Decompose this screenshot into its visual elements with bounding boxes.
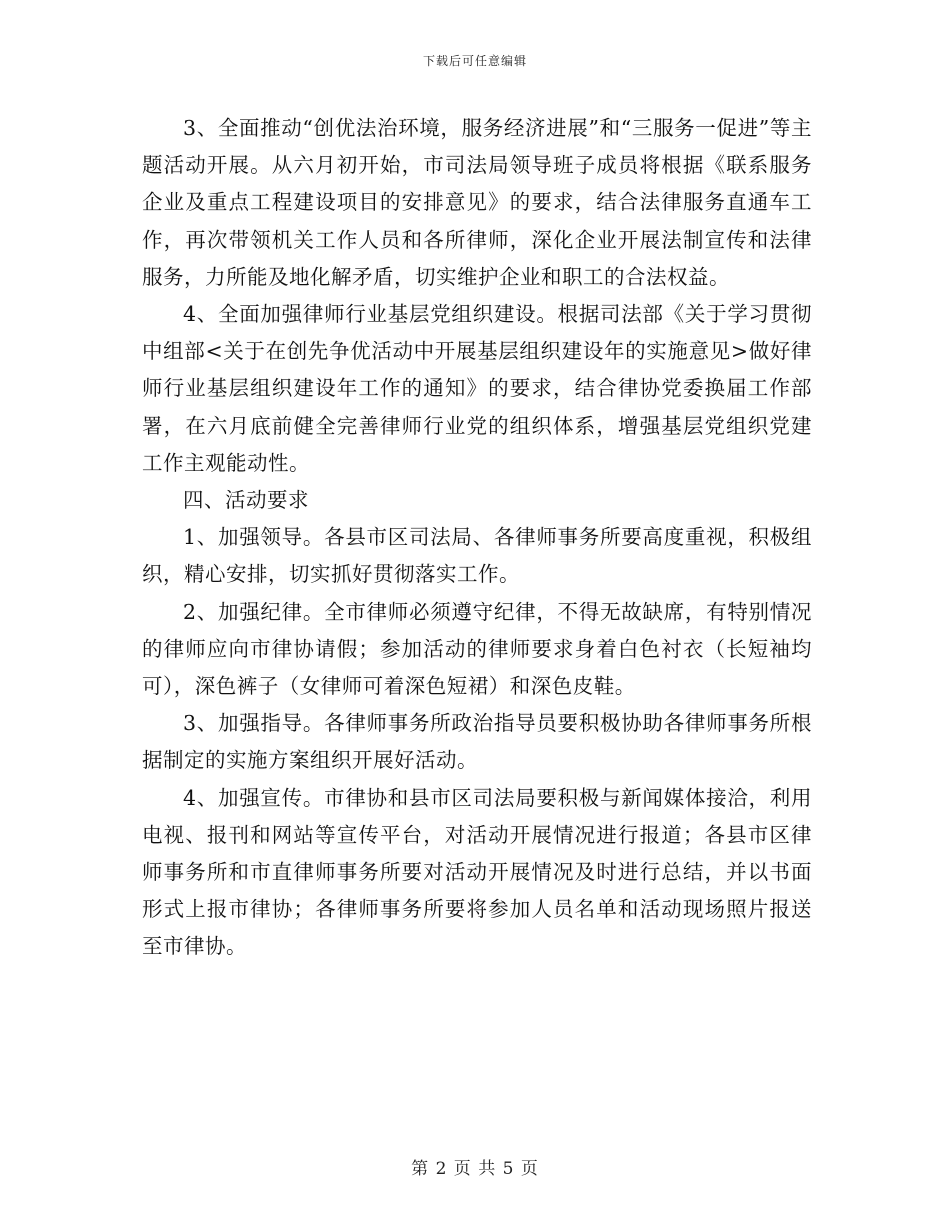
requirement-publicity: 4、加强宣传。市律协和县市区司法局要积极与新闻媒体接洽，利用电视、报刊和网站等宣传平台，对活动开展情况进行报道；各县市区律师事务所和市直律师事务所要对活动开展情况及时进行总结，并以书面形式上报市律协；各律师事务所要将参加人员名单和活动现场照片报送至市律协。 (142, 785, 812, 959)
page-number-footer: 第 2 页 共 5 页 (411, 1159, 539, 1179)
document-body (142, 110, 812, 966)
page-header: 下载后可任意编辑 (422, 54, 527, 68)
requirement-leadership: 1、加强领导。各县市区司法局、各律师事务所要高度重视，积极组织，精心安排，切实抓好贯彻落实工作。 (142, 525, 812, 587)
requirement-guidance: 3、加强指导。各律师事务所政治指导员要积极协助各律师事务所根据制定的实施方案组织开展好活动。 (142, 711, 812, 773)
paragraph-item-4: 4、全面加强律师行业基层党组织建设。根据司法部《关于学习贯彻中组部<关于在创先争优活动中开展基层组织建设年的实施意见>做好律师行业基层组织建设年工作的通知》的要求，结合律协党委换届工作部署，在六月底前健全完善律师行业党的组织体系，增强基层党组织党建工作主观能动性。 (142, 302, 812, 475)
paragraph-item-3: 3、全面推动“创优法治环境，服务经济进展”和“三服务一促进”等主题活动开展。从六月初开始，市司法局领导班子成员将根据《联系服务企业及重点工程建设项目的安排意见》的要求，结合法律服务直通车工作，再次带领机关工作人员和各所律师，深化企业开展法制宣传和法律服务，力所能及地化解矛盾，切实维护企业和职工的合法权益。 (142, 116, 812, 289)
requirement-discipline: 2、加强纪律。全市律师必须遵守纪律，不得无故缺席，有特别情况的律师应向市律协请假；参加活动的律师要求身着白色衬衣（长短袖均可），深色裤子（女律师可着深色短裙）和深色皮鞋。 (142, 599, 812, 699)
section-heading-activity-requirements: 四、活动要求 (183, 488, 309, 513)
